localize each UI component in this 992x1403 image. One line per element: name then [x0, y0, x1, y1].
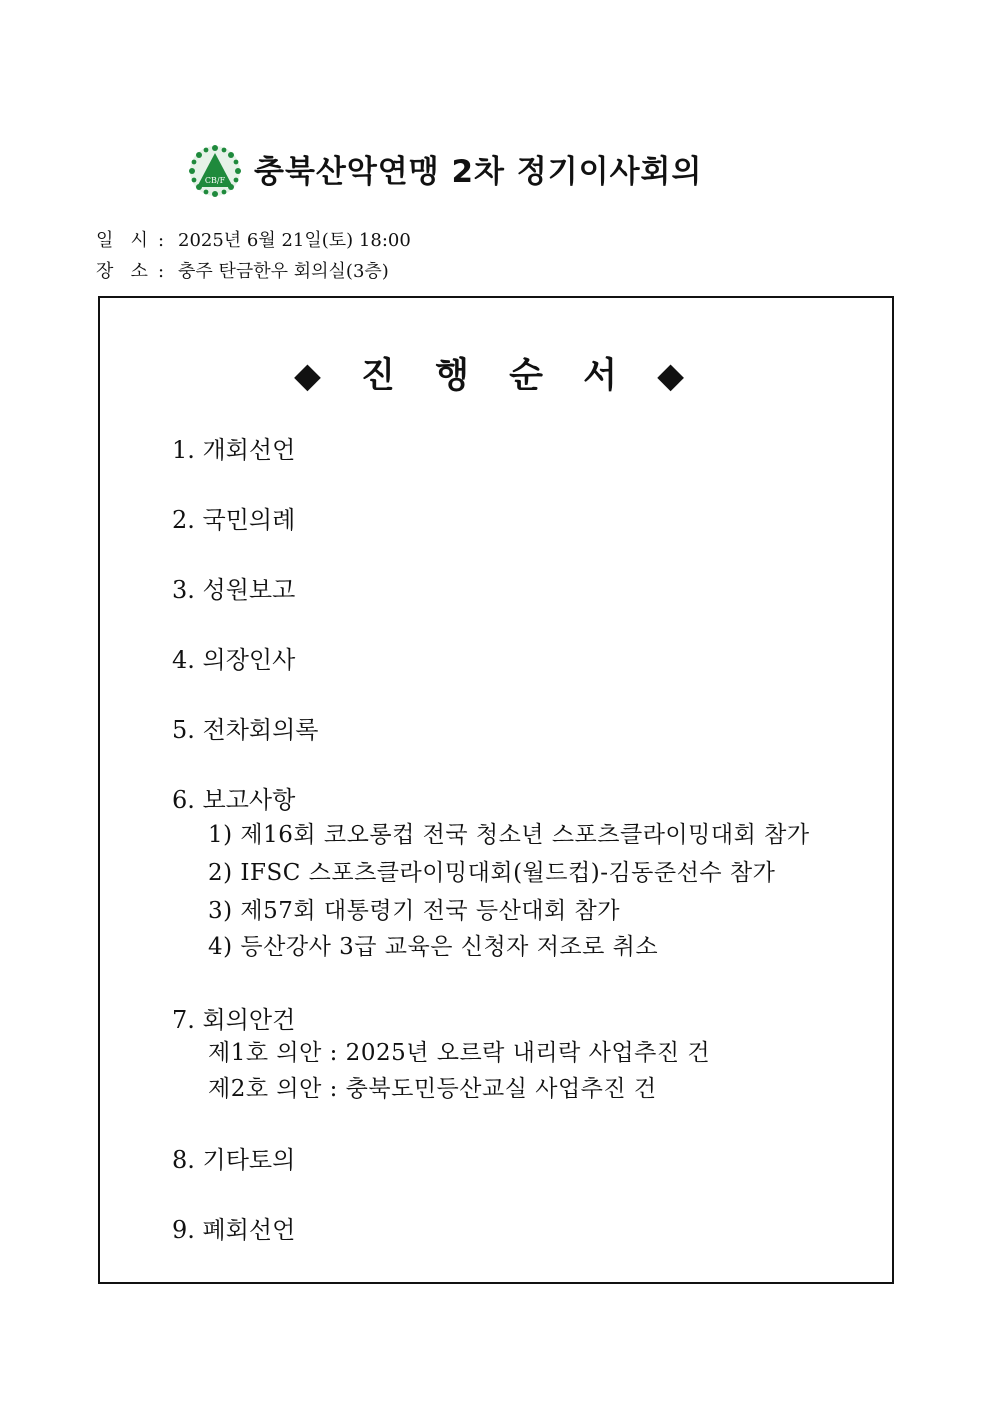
item-number: 9.: [172, 1216, 195, 1244]
date-value: 2025년 6월 21일(토) 18:00: [178, 230, 411, 251]
item-label: 성원보고: [202, 576, 296, 604]
item-number: 6.: [172, 786, 195, 814]
agenda-item-quorum: [172, 570, 295, 605]
date-colon: :: [158, 230, 165, 251]
item-number: 2.: [172, 506, 195, 534]
meeting-date: [96, 226, 411, 252]
agenda-title: ◆ 진 행 순 서 ◆: [294, 355, 698, 396]
report-item: 1) 제16회 코오롱컵 전국 청소년 스포츠클라이밍대회 참가: [208, 822, 810, 848]
proposal-item: 제1호 의안 : 2025년 오르락 내리락 사업추진 건: [208, 1040, 711, 1066]
item-number: 5.: [172, 716, 195, 744]
agenda-item-proposals: [172, 1000, 295, 1035]
place-label: 장 소: [96, 261, 148, 282]
document-header: [0, 140, 992, 200]
agenda-item-minutes: [172, 710, 318, 745]
date-label: 일 시: [96, 230, 148, 251]
item-label: 전차회의록: [202, 716, 319, 744]
item-label: 기타토의: [202, 1146, 296, 1174]
item-label: 보고사항: [202, 786, 296, 814]
item-label: 국민의례: [202, 506, 296, 534]
report-item: 3) 제57회 대통령기 전국 등산대회 참가: [208, 898, 620, 924]
logo-text: CB/F: [204, 176, 226, 185]
item-number: 4.: [172, 646, 195, 674]
agenda-item-closing: [172, 1210, 295, 1245]
meeting-place: [96, 257, 389, 283]
proposal-item: 제2호 의안 : 충북도민등산교실 사업추진 건: [208, 1076, 657, 1102]
place-value: 충주 탄금한우 회의실(3층): [178, 261, 389, 282]
item-number: 1.: [172, 436, 195, 464]
agenda-item-ceremony: [172, 500, 295, 535]
item-number: 7.: [172, 1006, 195, 1034]
item-label: 폐회선언: [202, 1216, 296, 1244]
place-colon: :: [158, 261, 165, 282]
agenda-item-chair-greeting: [172, 640, 295, 675]
item-label: 개회선언: [202, 436, 296, 464]
item-number: 3.: [172, 576, 195, 604]
agenda-item-other: [172, 1140, 295, 1175]
report-item: 4) 등산강사 3급 교육은 신청자 저조로 취소: [208, 934, 659, 960]
cbf-logo: [188, 144, 242, 198]
page-title: 충북산악연맹 2차 정기이사회의: [254, 154, 703, 190]
item-number: 8.: [172, 1146, 195, 1174]
item-label: 회의안건: [202, 1006, 296, 1034]
agenda-item-opening: [172, 430, 295, 465]
item-label: 의장인사: [202, 646, 296, 674]
report-item: 2) IFSC 스포츠클라이밍대회(월드컵)-김동준선수 참가: [208, 860, 776, 886]
agenda-box: [98, 296, 894, 1284]
agenda-item-reports: [172, 780, 295, 815]
